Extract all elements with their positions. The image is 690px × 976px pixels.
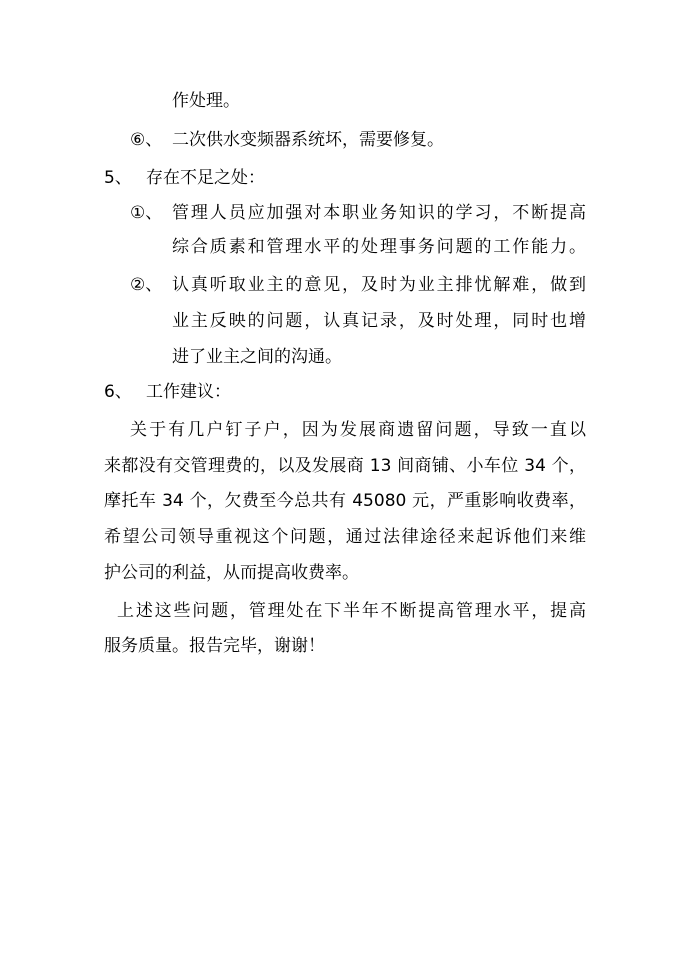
item-2-marker: ②、 (130, 275, 163, 295)
item-2-line-2: 业主反映的问题，认真记录，及时处理，同时也增 (172, 311, 586, 331)
item-1-marker: ①、 (130, 203, 163, 223)
section-6-para-line-4: 希望公司领导重视这个问题，通过法律途径来起诉他们来维 (104, 527, 586, 547)
item-1-line-1: 管理人员应加强对本职业务知识的学习，不断提高 (172, 203, 586, 223)
item-6-marker: ⑥、 (130, 130, 163, 150)
item-6-text: 二次供水变频器系统坏，需要修复。 (172, 130, 444, 150)
continuation-line: 作处理。 (172, 91, 240, 111)
section-6-number: 6、 (104, 382, 132, 402)
section-6-para-line-2: 来都没有交管理费的，以及发展商 13 间商铺、小车位 34 个， (104, 456, 586, 476)
closing-para-line-2: 服务质量。报告完毕，谢谢！ (104, 636, 325, 656)
closing-para-line-1: 上述这些问题，管理处在下半年不断提高管理水平，提高 (117, 601, 586, 621)
item-2-line-3: 进了业主之间的沟通。 (172, 347, 342, 367)
section-5-title: 存在不足之处： (146, 168, 265, 188)
item-2-line-1: 认真听取业主的意见，及时为业主排忧解难，做到 (172, 275, 586, 295)
section-6-para-line-1: 关于有几户钉子户，因为发展商遗留问题，导致一直以 (130, 420, 586, 440)
item-1-line-2: 综合质素和管理水平的处理事务问题的工作能力。 (172, 237, 586, 257)
section-5-number: 5、 (104, 168, 132, 188)
section-6-para-line-3: 摩托车 34 个，欠费至今总共有 45080 元，严重影响收费率， (104, 491, 586, 511)
section-6-title: 工作建议： (146, 382, 231, 402)
section-6-para-line-5: 护公司的利益，从而提高收费率。 (104, 563, 359, 583)
